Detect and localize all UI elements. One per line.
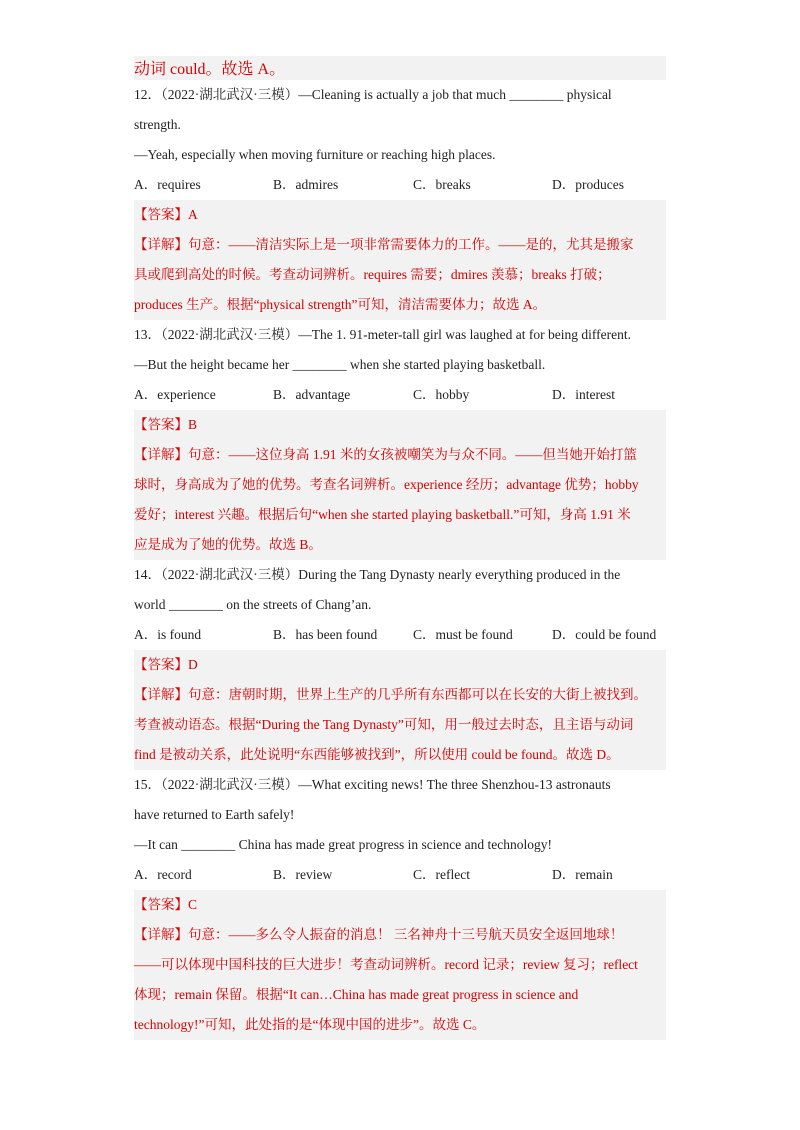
option-d: D．interest (552, 387, 615, 402)
question-block (134, 320, 666, 560)
question-text-line: 14．（2022·湖北武汉·三模）During the Tang Dynasty nearly everything produced in the (134, 567, 621, 582)
explanation-line: 【详解】句意：——多么令人振奋的消息！ 三名神舟十三号航天员安全返回地球！ (134, 927, 624, 942)
option-b: B．advantage (273, 387, 351, 402)
explanation-line: 爱好；interest 兴趣。根据后句“when she started playing basketball.”可知，身高 1.91 米 (134, 507, 631, 522)
option-b: B．admires (273, 177, 339, 192)
explanation-line: produces 生产。根据“physical strength”可知，清洁需要体力；故选 A。 (134, 297, 547, 312)
options-row (134, 860, 666, 890)
question-text-line: —Yeah, especially when moving furniture or reaching high places. (134, 147, 496, 162)
question-text-line: 12．（2022·湖北武汉·三模）—Cleaning is actually a job that much ________ physical (134, 87, 612, 102)
options-row (134, 170, 666, 200)
explanation-line: 应是成为了她的优势。故选 B。 (134, 537, 322, 552)
option-c: C．hobby (413, 387, 470, 402)
explanation-line: 【详解】句意：——这位身高 1.91 米的女孩被嘲笑为与众不同。——但当她开始打篮 (134, 447, 637, 462)
question-block (134, 560, 666, 770)
explanation-line: ——可以体现中国科技的巨大进步！考查动词辨析。record 记录；review 复习；reflect (134, 957, 638, 972)
answer-label: 【答案】D (134, 657, 198, 672)
explanation-line: 具或爬到高处的时候。考查动词辨析。requires 需要；dmires 羡慕；breaks 打破； (134, 267, 611, 282)
option-b: B．review (273, 867, 333, 882)
previous-explanation-tail (134, 56, 666, 80)
answer-block (134, 200, 666, 320)
question-text-line: 15．（2022·湖北武汉·三模）—What exciting news! The three Shenzhou-13 astronauts (134, 777, 611, 792)
question-text-line: world ________ on the streets of Chang’an. (134, 597, 372, 612)
option-c: C．must be found (413, 627, 513, 642)
explanation-line: find 是被动关系，此处说明“东西能够被找到”，所以使用 could be found。故选 D。 (134, 747, 620, 762)
question-text-line: 13．（2022·湖北武汉·三模）—The 1. 91-meter-tall girl was laughed at for being different. (134, 327, 631, 342)
question-text-line: have returned to Earth safely! (134, 807, 295, 822)
option-c: C．breaks (413, 177, 471, 192)
question-block (134, 80, 666, 320)
explanation-line: 考查被动语态。根据“During the Tang Dynasty”可知，用一般过去时态，且主语与动词 (134, 717, 634, 732)
explanation-line: 球时，身高成为了她的优势。考查名词辨析。experience 经历；advantage 优势；hobby (134, 477, 639, 492)
answer-block (134, 650, 666, 770)
options-row (134, 620, 666, 650)
explanation-line: 【详解】句意：唐朝时期，世界上生产的几乎所有东西都可以在长安的大街上被找到。 (134, 687, 647, 702)
answer-block (134, 410, 666, 560)
option-c: C．reflect (413, 867, 470, 882)
answer-label: 【答案】A (134, 207, 198, 222)
question-text-line: —It can ________ China has made great progress in science and technology! (134, 837, 552, 852)
options-row (134, 380, 666, 410)
question-text-line: strength. (134, 117, 181, 132)
question-text-line: —But the height became her ________ when she started playing basketball. (134, 357, 546, 372)
answer-label: 【答案】B (134, 417, 198, 432)
option-a: A．is found (134, 627, 202, 642)
answer-block (134, 890, 666, 1040)
option-a: A．record (134, 867, 192, 882)
option-a: A．experience (134, 387, 216, 402)
question-list (134, 80, 666, 1040)
explanation-line: 【详解】句意：——清洁实际上是一项非常需要体力的工作。——是的，尤其是搬家 (134, 237, 634, 252)
previous-explanation-text: 动词 could。故选 A。 (134, 61, 286, 78)
document-page (134, 56, 666, 1040)
option-a: A．requires (134, 177, 201, 192)
question-block (134, 770, 666, 1040)
option-d: D．remain (552, 867, 613, 882)
explanation-line: technology!”可知，此处指的是“体现中国的进步”。故选 C。 (134, 1017, 486, 1032)
explanation-line: 体现；remain 保留。根据“It can…China has made great progress in science and (134, 987, 579, 1002)
option-d: D．produces (552, 177, 624, 192)
option-d: D．could be found (552, 627, 657, 642)
option-b: B．has been found (273, 627, 378, 642)
answer-label: 【答案】C (134, 897, 198, 912)
